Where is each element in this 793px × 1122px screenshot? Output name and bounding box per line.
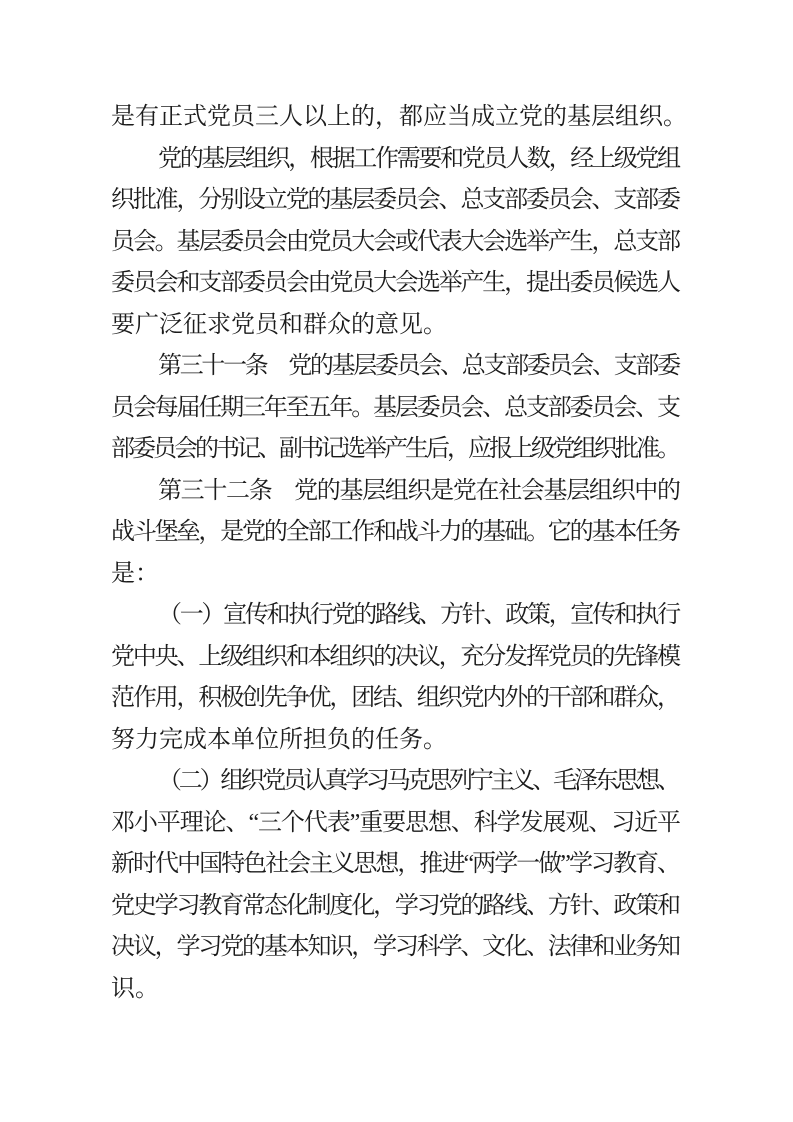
text-line — [111, 678, 681, 720]
text-line-content: 要广泛征求党员和群众的意见。 — [111, 311, 447, 338]
text-line — [111, 512, 681, 554]
text-line-content: 党史学习教育常态化制度化，学习党的路线、方针、政策和 — [111, 892, 679, 919]
text-line — [111, 388, 681, 430]
text-line-content: 织批准，分别设立党的基层委员会、总支部委员会、支部委 — [111, 187, 679, 213]
text-line — [111, 346, 681, 388]
text-line — [111, 886, 681, 928]
text-line — [111, 969, 681, 1011]
text-line — [111, 180, 681, 222]
text-line-content: 范作用，积极创先争优，团结、组织党内外的干部和群众， — [111, 685, 679, 711]
text-line — [111, 761, 681, 803]
text-line — [111, 263, 681, 305]
text-line-content: 委员会和支部委员会由党员大会选举产生，提出委员候选人 — [111, 270, 679, 296]
text-line-content: （二）组织党员认真学习马克思列宁主义、毛泽东思想、 — [158, 768, 678, 794]
text-line-content: 战斗堡垒，是党的全部工作和战斗力的基础。它的基本任务 — [111, 519, 679, 545]
text-line — [111, 222, 681, 264]
document-text — [111, 97, 687, 1010]
text-line-content: 是： — [111, 560, 159, 587]
text-line-content: 努力完成本单位所担负的任务。 — [111, 726, 447, 753]
text-line-content: 决议，学习党的基本知识，学习科学、文化、法律和业务知 — [111, 934, 679, 960]
text-line — [111, 305, 681, 347]
text-line-content: 员会。基层委员会由党员大会或代表大会选举产生，总支部 — [111, 228, 679, 255]
text-line-content: 邓小平理论、“三个代表”重要思想、科学发展观、习近平 — [111, 809, 680, 836]
text-line-content: 第三十二条 党的基层组织是党在社会基层组织中的 — [158, 477, 680, 504]
text-line-content: 新时代中国特色社会主义思想，推进“两学一做”学习教育、 — [111, 851, 680, 877]
text-line-content: 识。 — [111, 975, 159, 1002]
text-line — [111, 97, 687, 139]
text-line — [111, 720, 681, 762]
text-line-content: 党的基层组织，根据工作需要和党员人数，经上级党组 — [158, 145, 679, 172]
text-line-content: 员会每届任期三年至五年。基层委员会、总支部委员会、支 — [111, 394, 679, 421]
text-line — [111, 927, 681, 969]
text-line — [111, 554, 681, 596]
text-line-content: （一）宣传和执行党的路线、方针、政策，宣传和执行 — [158, 602, 679, 628]
text-line — [111, 637, 681, 679]
text-line — [111, 139, 681, 181]
text-line — [111, 595, 681, 637]
text-line — [111, 429, 681, 471]
text-line-content: 第三十一条 党的基层委员会、总支部委员会、支部委 — [158, 353, 679, 379]
text-line-content: 部委员会的书记、副书记选举产生后，应报上级党组织批准。 — [111, 436, 678, 462]
text-line — [111, 844, 681, 886]
text-line-content: 党中央、上级组织和本组织的决议，充分发挥党员的先锋模 — [111, 643, 679, 670]
text-line — [111, 803, 681, 845]
text-line — [111, 471, 681, 513]
text-line-content: 是有正式党员三人以上的，都应当成立党的基层组织。 — [111, 104, 687, 130]
